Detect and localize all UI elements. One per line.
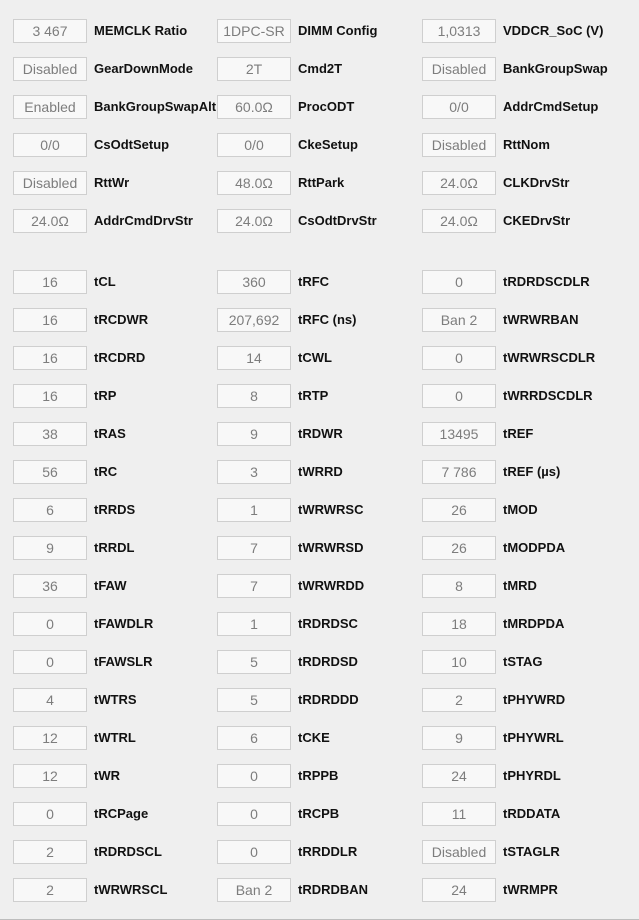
- param-label: tMRDPDA: [503, 616, 565, 631]
- param-value-field[interactable]: Ban 2: [217, 878, 291, 902]
- timing-row: [0, 460, 639, 498]
- param-label: tWRRD: [298, 464, 343, 479]
- param-value-field[interactable]: 8: [422, 574, 496, 598]
- param-label: tWRWRSD: [298, 540, 364, 555]
- param-value-field[interactable]: 24.0Ω: [422, 209, 496, 233]
- param-label: tRDRDDD: [298, 692, 359, 707]
- param-label: MEMCLK Ratio: [94, 23, 188, 38]
- config-row: [0, 133, 639, 171]
- timing-row: [0, 764, 639, 802]
- timing-row: [0, 270, 639, 308]
- param-label: tRDRDSC: [298, 616, 358, 631]
- param-label: tWRWRSCDLR: [503, 350, 596, 365]
- param-label: tRCPB: [298, 806, 340, 821]
- param-label: tMRD: [503, 578, 537, 593]
- param-value-field[interactable]: 18: [422, 612, 496, 636]
- param-value-field[interactable]: 56: [13, 460, 87, 484]
- timing-row: [0, 536, 639, 574]
- param-value-field[interactable]: 0: [217, 840, 291, 864]
- param-label: tRCDWR: [94, 312, 149, 327]
- timing-row: [0, 612, 639, 650]
- param-label: GearDownMode: [94, 61, 193, 76]
- param-value-field[interactable]: 48.0Ω: [217, 171, 291, 195]
- param-label: tWR: [94, 768, 120, 783]
- param-value-field[interactable]: 60.0Ω: [217, 95, 291, 119]
- param-value-field[interactable]: 16: [13, 270, 87, 294]
- param-value-field[interactable]: 2: [13, 878, 87, 902]
- param-value-field[interactable]: 0/0: [217, 133, 291, 157]
- param-label: tRC: [94, 464, 118, 479]
- param-value-field[interactable]: 5: [217, 650, 291, 674]
- timing-row: [0, 308, 639, 346]
- param-label: tCKE: [298, 730, 330, 745]
- param-value-field[interactable]: 14: [217, 346, 291, 370]
- param-value-field[interactable]: 8: [217, 384, 291, 408]
- param-label: tWTRS: [94, 692, 137, 707]
- param-label: tRDWR: [298, 426, 343, 441]
- param-value-field[interactable]: 1: [217, 612, 291, 636]
- param-label: tCWL: [298, 350, 332, 365]
- param-value-field[interactable]: Disabled: [422, 840, 496, 864]
- param-label: CLKDrvStr: [503, 175, 570, 190]
- config-section: [0, 19, 639, 247]
- param-value-field[interactable]: 2: [422, 688, 496, 712]
- param-label: tWRWRDD: [298, 578, 365, 593]
- param-value-field[interactable]: 7 786: [422, 460, 496, 484]
- param-value-field[interactable]: Enabled: [13, 95, 87, 119]
- param-value-field[interactable]: 1,0313: [422, 19, 496, 43]
- param-label: tWRWRSC: [298, 502, 364, 517]
- param-value-field[interactable]: Disabled: [422, 57, 496, 81]
- param-label: tFAW: [94, 578, 127, 593]
- param-label: Cmd2T: [298, 61, 343, 76]
- config-row: [0, 95, 639, 133]
- param-label: tPHYWRL: [503, 730, 564, 745]
- param-value-field[interactable]: 9: [13, 536, 87, 560]
- param-value-field[interactable]: 0: [13, 802, 87, 826]
- param-label: tRFC (ns): [298, 312, 357, 327]
- param-value-field[interactable]: 0: [422, 270, 496, 294]
- param-value-field[interactable]: 24.0Ω: [217, 209, 291, 233]
- param-label: tRDRDBAN: [298, 882, 369, 897]
- param-label: tSTAGLR: [503, 844, 560, 859]
- param-value-field[interactable]: 0: [422, 384, 496, 408]
- param-label: tRDDATA: [503, 806, 561, 821]
- param-value-field[interactable]: 26: [422, 498, 496, 522]
- config-row: [0, 209, 639, 247]
- param-label: tRCPage: [94, 806, 149, 821]
- param-label: tSTAG: [503, 654, 543, 669]
- timing-row: [0, 346, 639, 384]
- param-value-field[interactable]: 4: [13, 688, 87, 712]
- param-value-field[interactable]: 16: [13, 308, 87, 332]
- param-value-field[interactable]: 12: [13, 764, 87, 788]
- param-label: tPHYWRD: [503, 692, 566, 707]
- config-row: [0, 57, 639, 95]
- param-value-field[interactable]: 7: [217, 536, 291, 560]
- param-label: CsOdtSetup: [94, 137, 170, 152]
- param-value-field[interactable]: 1DPC-SR: [217, 19, 291, 43]
- param-value-field[interactable]: 2: [13, 840, 87, 864]
- param-value-field[interactable]: 7: [217, 574, 291, 598]
- timing-row: [0, 726, 639, 764]
- param-value-field[interactable]: 6: [217, 726, 291, 750]
- param-value-field[interactable]: 24: [422, 878, 496, 902]
- param-value-field[interactable]: 1: [217, 498, 291, 522]
- timing-row: [0, 574, 639, 612]
- timing-row: [0, 688, 639, 726]
- timing-row: [0, 422, 639, 460]
- param-label: AddrCmdDrvStr: [94, 213, 193, 228]
- param-value-field[interactable]: 16: [13, 346, 87, 370]
- param-label: CkeSetup: [298, 137, 358, 152]
- param-label: tRDRDSCL: [94, 844, 162, 859]
- param-value-field[interactable]: 12: [13, 726, 87, 750]
- param-label: BankGroupSwap: [503, 61, 608, 76]
- param-value-field[interactable]: Disabled: [13, 171, 87, 195]
- param-value-field[interactable]: 9: [217, 422, 291, 446]
- param-value-field[interactable]: 0: [13, 650, 87, 674]
- param-value-field[interactable]: 3 467: [13, 19, 87, 43]
- param-value-field[interactable]: 24.0Ω: [422, 171, 496, 195]
- param-value-field[interactable]: 5: [217, 688, 291, 712]
- param-label: CsOdtDrvStr: [298, 213, 377, 228]
- param-value-field[interactable]: 207,692: [217, 308, 291, 332]
- param-value-field[interactable]: 26: [422, 536, 496, 560]
- param-value-field[interactable]: 0: [217, 764, 291, 788]
- param-label: RttNom: [503, 137, 550, 152]
- param-label: tRFC: [298, 274, 330, 289]
- param-label: RttWr: [94, 175, 130, 190]
- param-value-field[interactable]: 0/0: [13, 133, 87, 157]
- param-label: tWRRDSCDLR: [503, 388, 593, 403]
- param-label: tMODPDA: [503, 540, 566, 555]
- param-label: tREF: [503, 426, 534, 441]
- timing-row: [0, 878, 639, 916]
- param-label: tWRWRSCL: [94, 882, 168, 897]
- param-value-field[interactable]: 38: [13, 422, 87, 446]
- param-label: tRCDRD: [94, 350, 146, 365]
- param-label: tPHYRDL: [503, 768, 561, 783]
- param-label: VDDCR_SoC (V): [503, 23, 604, 38]
- param-label: RttPark: [298, 175, 345, 190]
- param-label: tCL: [94, 274, 116, 289]
- param-label: ProcODT: [298, 99, 355, 114]
- param-value-field[interactable]: 13495: [422, 422, 496, 446]
- param-value-field[interactable]: 24.0Ω: [13, 209, 87, 233]
- param-value-field[interactable]: 0: [217, 802, 291, 826]
- timing-row: [0, 498, 639, 536]
- param-value-field[interactable]: 10: [422, 650, 496, 674]
- timing-row: [0, 802, 639, 840]
- timing-row: [0, 384, 639, 422]
- param-value-field[interactable]: Disabled: [422, 133, 496, 157]
- param-label: tFAWDLR: [94, 616, 154, 631]
- param-value-field[interactable]: 0: [422, 346, 496, 370]
- param-label: CKEDrvStr: [503, 213, 571, 228]
- param-label: DIMM Config: [298, 23, 378, 38]
- param-value-field[interactable]: 0/0: [422, 95, 496, 119]
- param-label: tWRMPR: [503, 882, 558, 897]
- param-value-field[interactable]: 9: [422, 726, 496, 750]
- param-label: AddrCmdSetup: [503, 99, 599, 114]
- param-label: tFAWSLR: [94, 654, 153, 669]
- param-label: tRP: [94, 388, 117, 403]
- param-value-field[interactable]: 0: [13, 612, 87, 636]
- param-value-field[interactable]: 3: [217, 460, 291, 484]
- param-value-field[interactable]: 24: [422, 764, 496, 788]
- param-value-field[interactable]: 36: [13, 574, 87, 598]
- param-label: tRDRDSCDLR: [503, 274, 590, 289]
- param-label: tRRDDLR: [298, 844, 358, 859]
- config-row: [0, 19, 639, 57]
- param-label: tRDRDSD: [298, 654, 358, 669]
- param-label: BankGroupSwapAlt: [94, 99, 217, 114]
- param-label: tMOD: [503, 502, 538, 517]
- param-value-field[interactable]: 6: [13, 498, 87, 522]
- param-value-field[interactable]: 11: [422, 802, 496, 826]
- param-label: tRPPB: [298, 768, 339, 783]
- param-value-field[interactable]: 2T: [217, 57, 291, 81]
- param-value-field[interactable]: Disabled: [13, 57, 87, 81]
- param-label: tRTP: [298, 388, 329, 403]
- param-label: tRRDL: [94, 540, 135, 555]
- param-value-field[interactable]: Ban 2: [422, 308, 496, 332]
- timing-row: [0, 840, 639, 878]
- param-value-field[interactable]: 360: [217, 270, 291, 294]
- param-value-field[interactable]: 16: [13, 384, 87, 408]
- param-label: tWRWRBAN: [503, 312, 579, 327]
- timing-row: [0, 650, 639, 688]
- param-label: tRRDS: [94, 502, 136, 517]
- timings-section: [0, 270, 639, 916]
- param-label: tWTRL: [94, 730, 136, 745]
- param-label: tREF (µs): [503, 464, 561, 479]
- param-label: tRAS: [94, 426, 126, 441]
- config-row: [0, 171, 639, 209]
